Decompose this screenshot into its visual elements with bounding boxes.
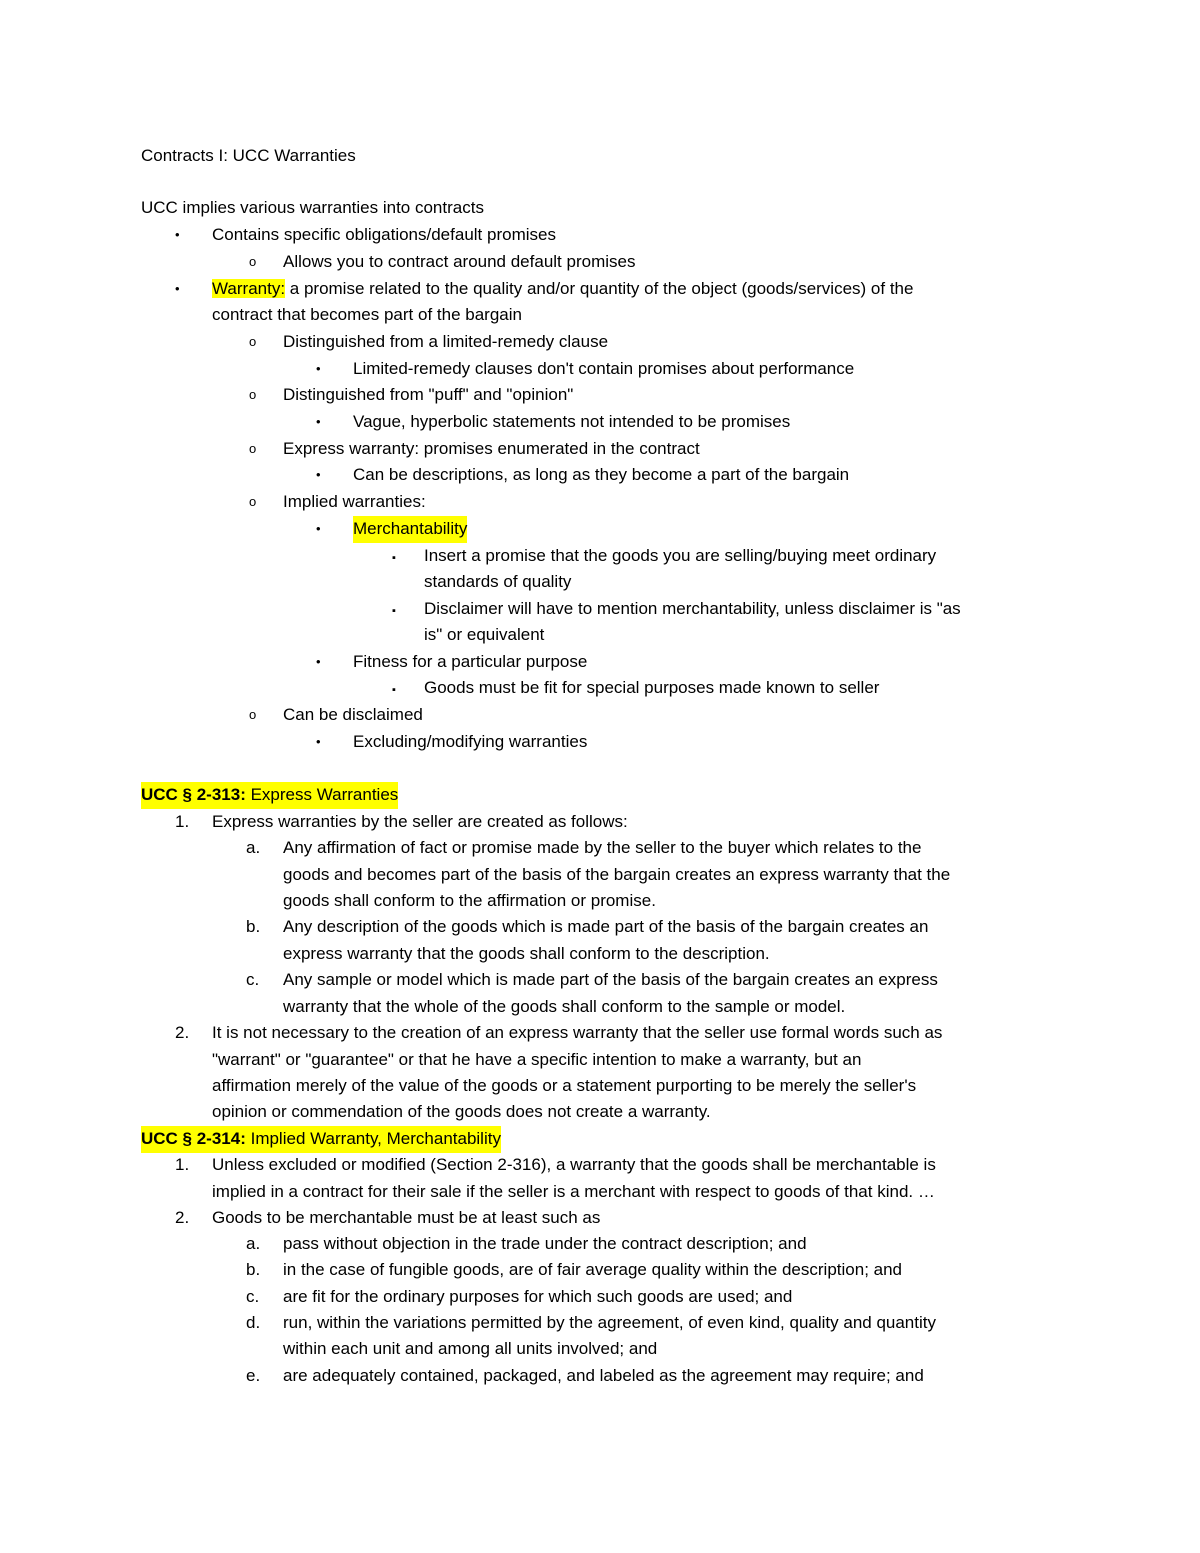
merchantability-term: Merchantability [353,516,467,543]
bullet-icon: • [316,414,321,429]
bullet-icon: • [316,654,321,669]
warranty-term: Warranty: [212,279,286,298]
bullet-icon: • [175,227,180,242]
document-page: Contracts I: UCC Warranties UCC implies various warranties into contracts • Contains specific obligations/default promises o Allows you to contract around default promises • Warranty: a promise related to the quality and/or quantity of the object (goods/services) of the contract that becomes part of the bargain o Distinguished from a limited-remedy clause • Limited-remedy clauses don't contain promises about performance o Distinguished from "puff" and "opinion" • Vague, hyperbolic statements not intended to be promises o Express warranty: promises enumerated in the contract • Can be descriptions, as long as they become a part of the bargain o Implied warranties: • Merchantability ▪ Insert a promise that the goods you are selling/buying meet ordinary standards of quality ▪ Disclaimer will have to mention merchantability, unless disclaimer is "as is" or equivalent • Fitness for a particular purpose ▪ Goods must be fit for special purposes made known to seller o Can be disclaimed • Excluding/modifying warranties UCC § 2-313: Express Warranties 1. Express warranties by the seller are created as follows: a. Any affirmation of fact or promise made by the seller to the buyer which relates to the goods and becomes part of the basis of the bargain creates an express warranty that the goods shall conform to the affirmation or promise. b. Any description of the goods which is made part of the basis of the bargain creates an express warranty that the goods shall conform to the description. c. Any sample or model which is made part of the basis of the bargain creates an express warranty that the whole of the goods shall conform to the sample or model. 2. It is not necessary to the creation of an express warranty that the seller use formal words such as "warrant" or "guarantee" or that he have a specific intention to make a warranty, but an affirmation merely of the value of the goods or a statement purporting to be merely the seller's opinion or commendation of the goods does not create a warranty. UCC § 2-314: Implied Warranty, Merchantability 1. Unless excluded or modified (Section 2-316), a warranty that the goods shall be merchantable is implied in a contract for their sale if the seller is a merchant with respect to goods of that kind. … 2. Goods to be merchantable must be at least such as a. pass without objection in the trade under the contract description; and b. in the case of fungible goods, are of fair average quality within the description; and c. are fit for the ordinary purposes for which such goods are used; and d. run, within the variations permitted by the agreement, of even kind, quality and quantity within each unit and among all units involved; and e. are adequately contained, packaged, and labeled as the agreement may require; and [141,146,961,1385]
square-bullet-icon: ▪ [392,684,396,696]
bullet-icon: • [175,281,180,296]
bullet-icon: • [316,734,321,749]
bullet-icon: • [316,521,321,536]
square-bullet-icon: ▪ [392,605,396,617]
square-bullet-icon: ▪ [392,552,396,564]
circle-bullet-icon: o [249,334,257,349]
circle-bullet-icon: o [249,707,257,722]
circle-bullet-icon: o [249,441,257,456]
bullet-icon: • [316,361,321,376]
circle-bullet-icon: o [249,387,257,402]
bullet-icon: • [316,467,321,482]
circle-bullet-icon: o [249,254,257,269]
circle-bullet-icon: o [249,494,257,509]
